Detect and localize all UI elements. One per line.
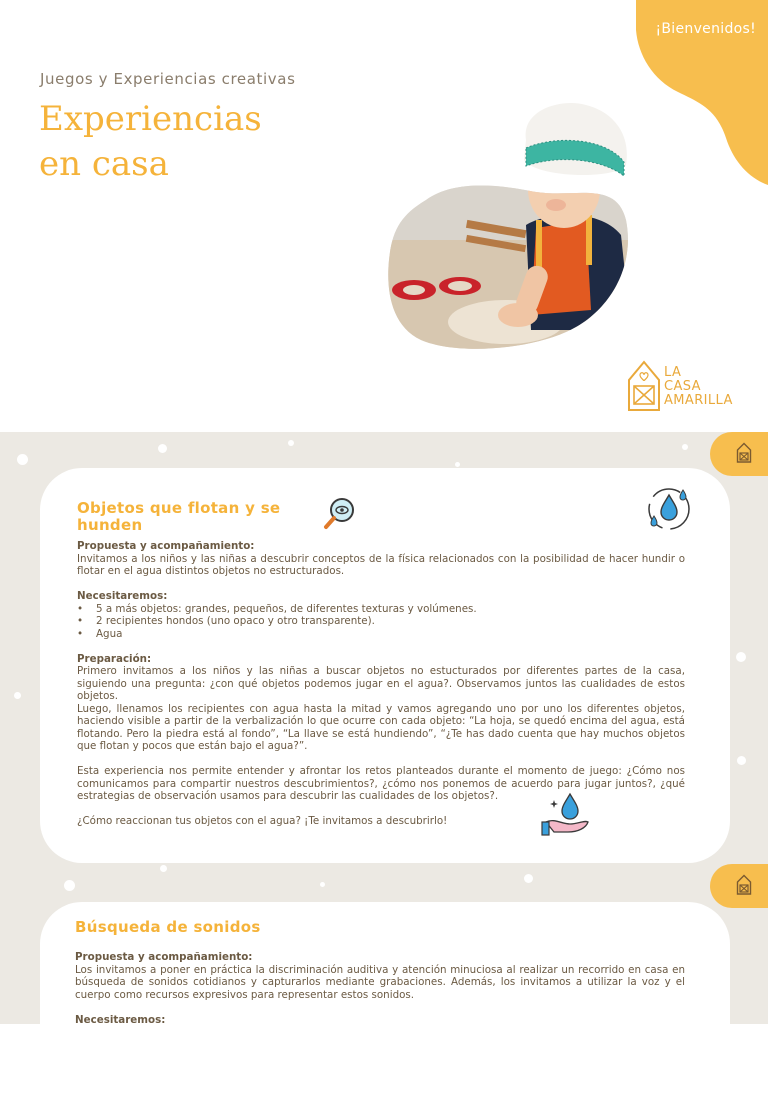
needs-heading: Necesitaremos: xyxy=(75,1013,166,1026)
brand-name xyxy=(664,366,733,408)
brand-line-1: LA xyxy=(664,365,682,380)
proposal-text: Invitamos a los niños y las niñas a descubrir conceptos de la física relacionados con la posibilidad de hacer hundir o flotar en el agua distintos objetos no estructurados. xyxy=(77,552,685,577)
activity-title: Búsqueda de sonidos xyxy=(75,918,261,936)
decor-dot xyxy=(736,652,746,662)
tab-marker xyxy=(710,432,768,476)
brand-line-2: CASA xyxy=(664,379,701,394)
list-item: • 5 a más objetos: grandes, pequeños, de diferentes texturas y volúmenes. xyxy=(77,602,477,615)
prep-heading: Preparación: xyxy=(77,652,152,665)
house-logo-icon xyxy=(626,358,662,414)
decor-dot xyxy=(14,692,21,699)
decor-dot xyxy=(737,756,746,765)
decor-dot xyxy=(682,444,688,450)
decor-dot xyxy=(455,462,460,467)
prep-paragraph-2: Luego, llenamos los recipientes con agua hasta la mitad y vamos agregando uno por uno los diferentes objetos, haciendo visible a partir de la verbalización lo que ocurre con cada objeto: “La hoja, se quedó encima del agua, está flotando. Pero la piedra está al fondo”, “La llave se está hundiendo”, “¿Te has dado cuenta que hay muchos objetos que flotan y pocos que están bajo el agua?”. xyxy=(77,702,685,752)
water-drops-icon xyxy=(646,486,692,532)
house-icon xyxy=(736,442,752,464)
proposal-heading: Propuesta y acompañamiento: xyxy=(77,540,255,552)
house-icon xyxy=(736,874,752,896)
activity-card-sound-search xyxy=(40,902,730,1102)
decor-dot xyxy=(288,440,294,446)
prep-paragraph-3: Esta experiencia nos permite entender y afrontar los retos planteados durante el momento de juego: ¿Cómo nos comunicamos para compartir nuestros descubrimientos?, ¿cómo nos ponemos de acuerdo para jugar juntos?, ¿qué estrategias de observación usamos para descubrir las cualidades de los objetos?. xyxy=(77,765,685,802)
header-section xyxy=(0,0,768,432)
welcome-link[interactable]: ¡Bienvenidos! xyxy=(655,21,756,37)
list-item: • Agua xyxy=(77,627,123,640)
magnifier-icon xyxy=(322,496,358,532)
brand-logo xyxy=(626,358,756,414)
prep-paragraph-1: Primero invitamos a los niños y las niñas a buscar objetos no estucturados por diferentes partes de la casa, siguiendo una pregunta: ¿con qué objetos podemos jugar en el agua?. Observamos juntos las cualidades de estos objetos. xyxy=(77,665,685,702)
decor-dot xyxy=(524,874,533,883)
proposal-text: Los invitamos a poner en práctica la discriminación auditiva y atención minuciosa al realizar un recorrido en casa en búsqueda de sonidos cotidianos y capturarlos mediante grabaciones. Además, los invitamos a utilizar la voz y el cuerpo como recursos expresivos para representar estos sonidos. xyxy=(75,963,685,1001)
title-line-2: en casa xyxy=(39,144,169,184)
decor-dot xyxy=(320,882,325,887)
decor-dot xyxy=(160,865,167,872)
decor-dot xyxy=(64,880,75,891)
closing-text: ¿Cómo reaccionan tus objetos con el agua? ¡Te invitamos a descubrirlo! xyxy=(77,815,448,827)
hand-water-icon xyxy=(540,792,592,836)
tab-marker xyxy=(710,864,768,908)
brand-line-3: AMARILLA xyxy=(664,393,733,408)
activity-body xyxy=(77,540,685,828)
needs-heading: Necesitaremos: xyxy=(77,590,168,602)
page-subtitle: Juegos y Experiencias creativas xyxy=(40,70,296,88)
decor-dot xyxy=(17,454,28,465)
activity-card-floating-objects xyxy=(40,468,730,863)
child-photo xyxy=(386,100,632,355)
decor-dot xyxy=(158,444,167,453)
proposal-heading: Propuesta y acompañamiento: xyxy=(75,951,253,963)
activity-body xyxy=(75,951,685,1026)
page-title xyxy=(39,97,339,187)
activity-title: Objetos que flotan y se hunden xyxy=(77,499,281,534)
title-line-1: Experiencias xyxy=(39,99,262,139)
list-item: • 2 recipientes hondos (uno opaco y otro transparente). xyxy=(77,615,375,627)
